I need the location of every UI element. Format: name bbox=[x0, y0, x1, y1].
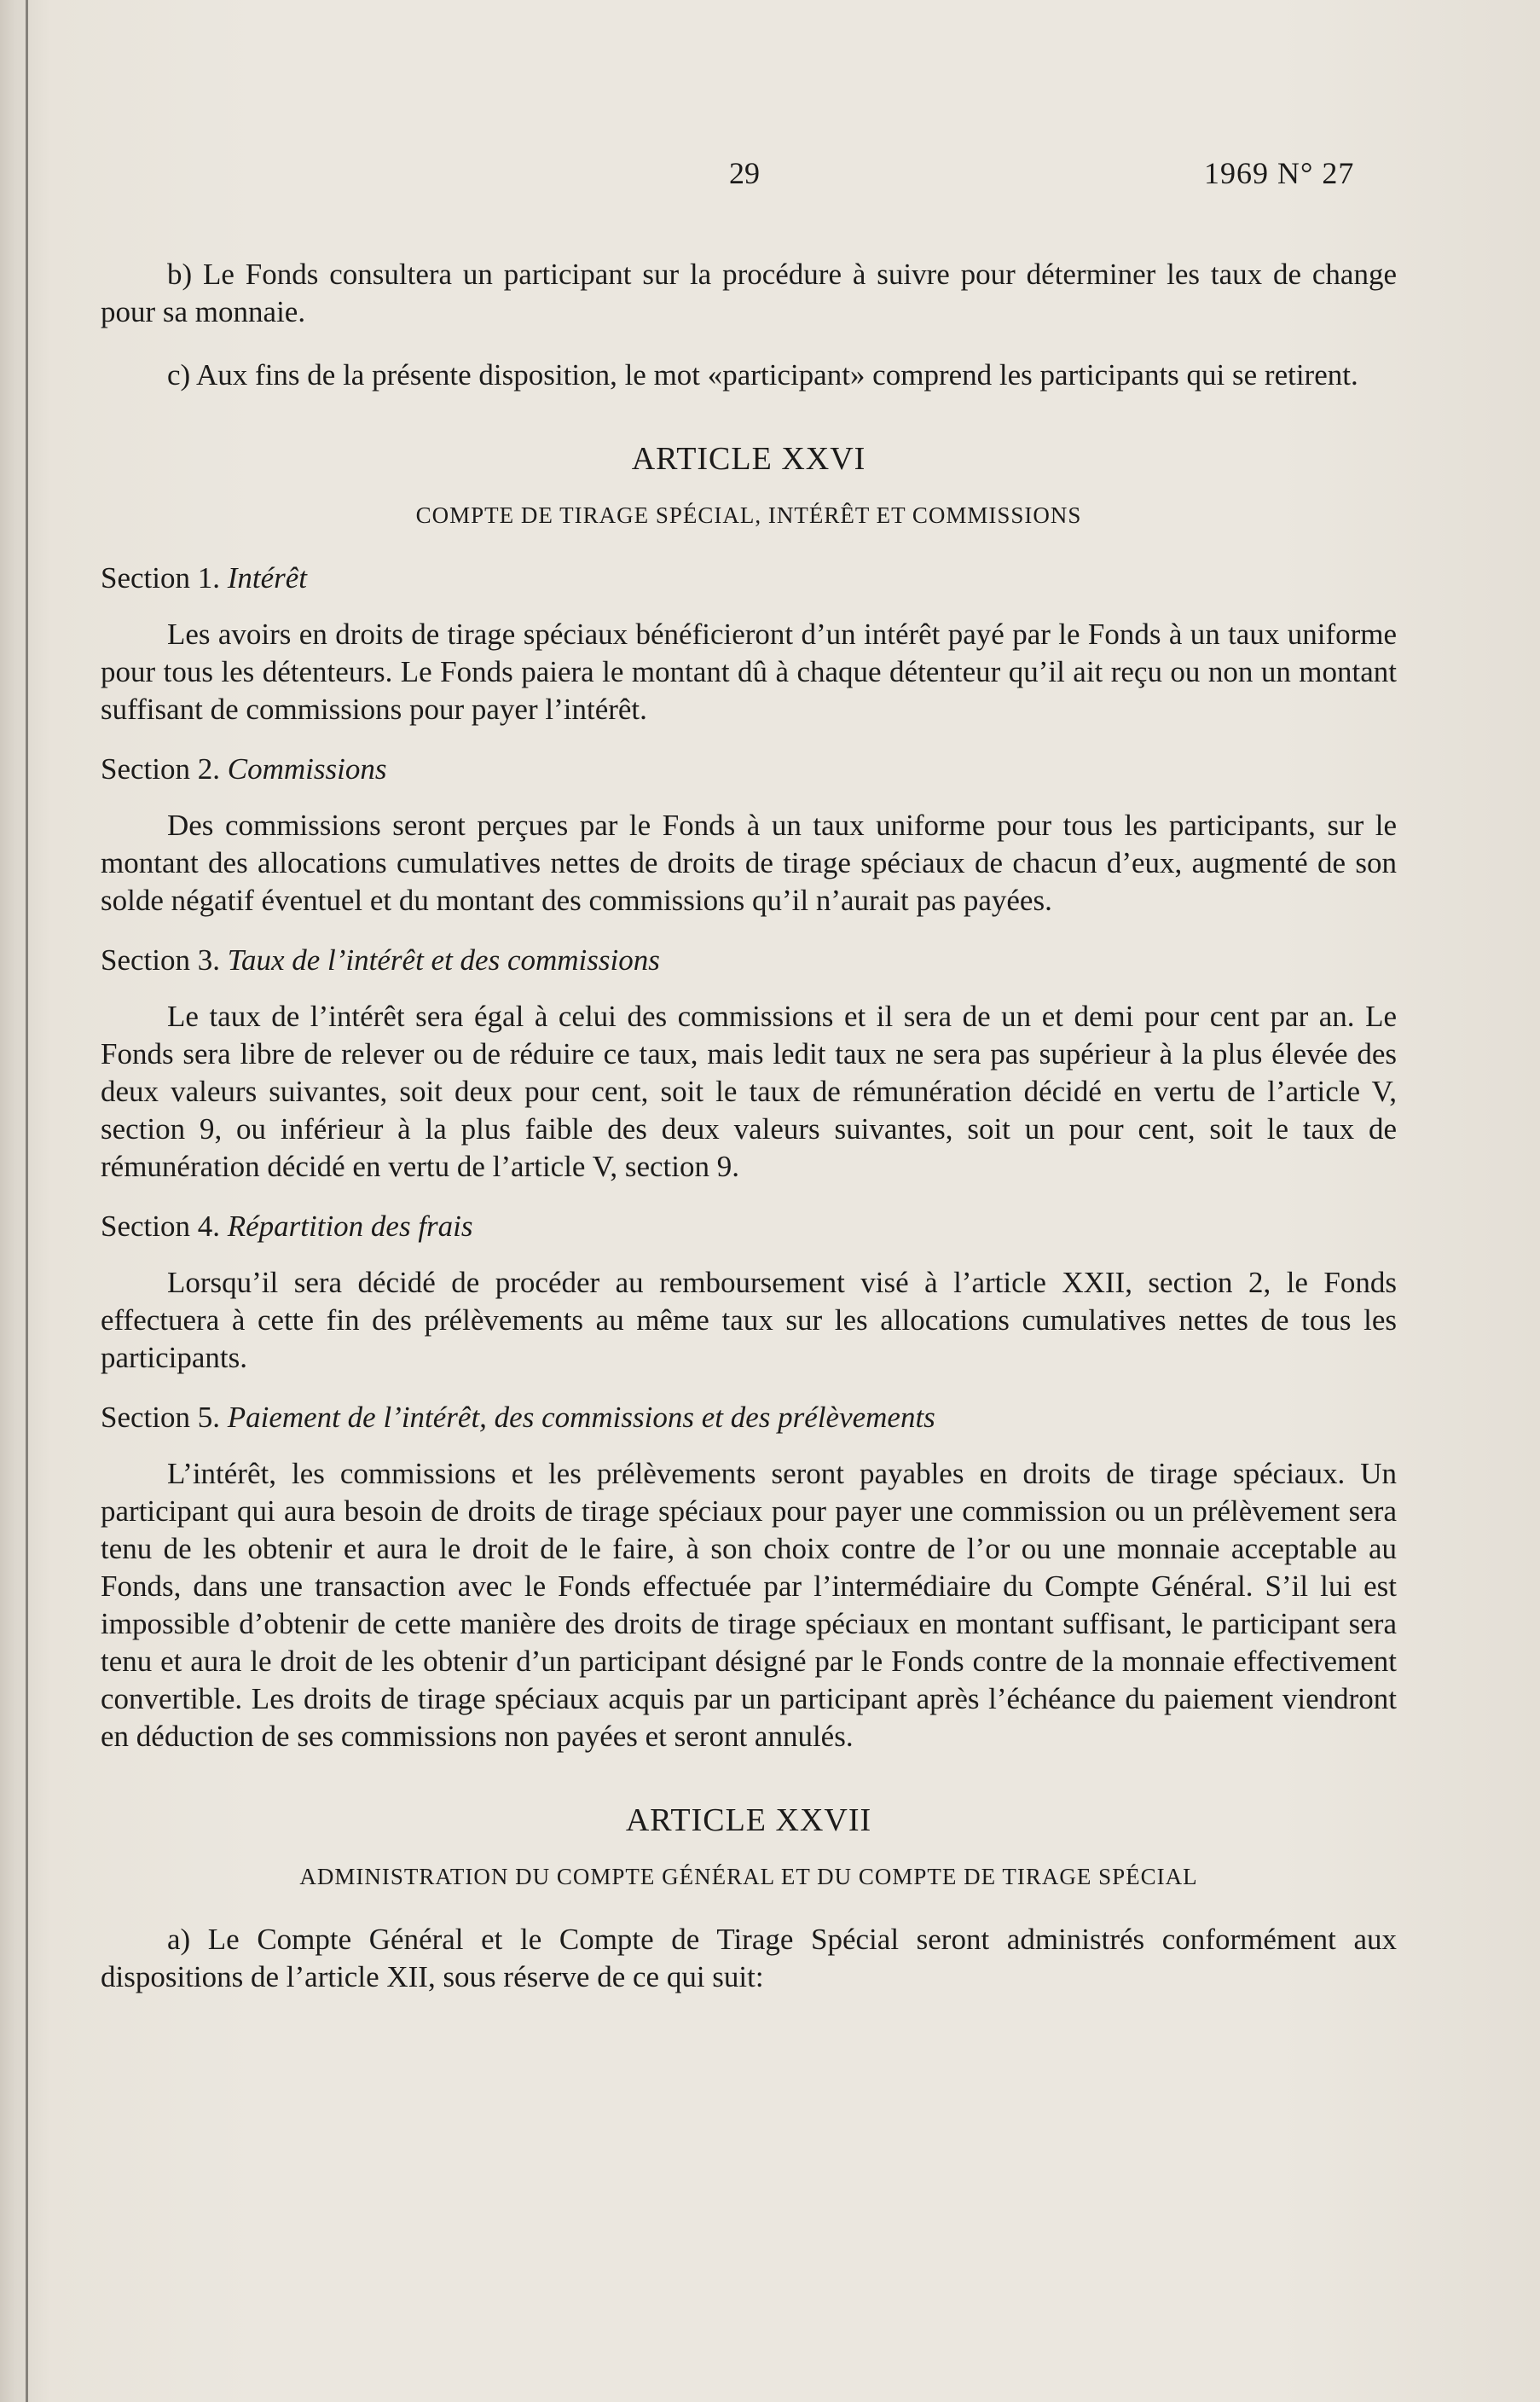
section-2-heading bbox=[101, 751, 1397, 788]
article-27-paragraph-a: a) Le Compte Général et le Compte de Tirage Spécial seront administrés conformément aux dispositions de l’article XII, sous réserve de ce qui suit: bbox=[101, 1923, 1397, 1993]
section-5-heading bbox=[101, 1399, 1397, 1436]
article-26-title: ARTICLE XXVI bbox=[631, 441, 866, 477]
section-1-text: Les avoirs en droits de tirage spéciaux bénéficieront d’un intérêt payé par le Fonds à un taux uniforme pour tous les détenteurs. Le Fonds paiera le montant dû à chaque détenteur qu’il ait reçu ou non un montant suffisant de commissions pour payer l’intérêt. bbox=[101, 618, 1397, 726]
paragraph-b: b) Le Fonds consultera un participant sur la procédure à suivre pour déterminer les taux de change pour sa monnaie. bbox=[101, 258, 1397, 328]
page-body bbox=[101, 256, 1397, 1996]
section-5-name: Paiement de l’intérêt, des commissions et des prélèvements bbox=[227, 1401, 935, 1434]
section-1-name: Intérêt bbox=[227, 561, 308, 595]
page-number: 29 bbox=[729, 156, 760, 190]
section-1-heading bbox=[101, 560, 1397, 597]
section-3-heading bbox=[101, 942, 1397, 979]
document-reference: 1969 N° 27 bbox=[1204, 156, 1355, 190]
section-5-label: Section 5. bbox=[101, 1401, 220, 1434]
binding-edge bbox=[26, 0, 28, 2402]
section-4-text: Lorsqu’il sera décidé de procéder au remboursement visé à l’article XXII, section 2, le Fonds effectuera à cette fin des prélèvements au même taux sur les allocations cumulatives nettes de tous les participants. bbox=[101, 1266, 1397, 1374]
section-5-text: L’intérêt, les commissions et les prélèvements seront payables en droits de tirage spéciaux. Un participant qui aura besoin de droits de tirage spéciaux pour payer une commission ou un prélèvement sera tenu de les obtenir et aura le droit de le faire, à son choix contre de l’or ou une monnaie acceptable au Fonds, dans une transaction avec le Fonds effectuée par l’intermédiaire du Compte Général. S’il lui est impossible d’obtenir de cette manière des droits de tirage spéciaux en montant suffisant, le participant sera tenu et aura le droit de les obtenir d’un participant désigné par le Fonds contre de la monnaie effectivement convertible. Les droits de tirage spéciaux acquis par un participant après l’échéance du paiement viendront en déduction de ses commissions non payées et seront annulés. bbox=[101, 1457, 1397, 1753]
article-26-subtitle: COMPTE DE TIRAGE SPÉCIAL, INTÉRÊT ET COMMISSIONS bbox=[415, 502, 1082, 528]
section-3-label: Section 3. bbox=[101, 943, 220, 977]
paragraph-c: c) Aux fins de la présente disposition, le mot «participant» comprend les participants qui se retirent. bbox=[167, 358, 1358, 392]
section-3-text: Le taux de l’intérêt sera égal à celui des commissions et il sera de un et demi pour cent par an. Le Fonds sera libre de relever ou de réduire ce taux, mais ledit taux ne sera pas supérieur à la plus élevée des deux valeurs suivantes, soit deux pour cent, soit le taux de rémunération décidé en vertu de l’article V, section 9, ou inférieur à la plus faible des deux valeurs suivantes, soit un pour cent, soit le taux de rémunération décidé en vertu de l’article V, section 9. bbox=[101, 1000, 1397, 1183]
page-header bbox=[0, 155, 1540, 198]
section-4-heading bbox=[101, 1208, 1397, 1245]
section-2-name: Commissions bbox=[227, 752, 387, 786]
section-4-label: Section 4. bbox=[101, 1210, 220, 1243]
section-1-label: Section 1. bbox=[101, 561, 220, 595]
section-2-text: Des commissions seront perçues par le Fonds à un taux uniforme pour tous les participants, sur le montant des allocations cumulatives nettes de droits de tirage spéciaux de chacun d’eux, augmenté de son solde négatif éventuel et du montant des commissions qu’il n’aurait pas payées. bbox=[101, 809, 1397, 917]
article-27-title: ARTICLE XXVII bbox=[625, 1802, 872, 1838]
section-2-label: Section 2. bbox=[101, 752, 220, 786]
section-4-name: Répartition des frais bbox=[227, 1210, 473, 1243]
article-27-subtitle: ADMINISTRATION DU COMPTE GÉNÉRAL ET DU COMPTE DE TIRAGE SPÉCIAL bbox=[299, 1864, 1198, 1889]
section-3-name: Taux de l’intérêt et des commissions bbox=[227, 943, 660, 977]
